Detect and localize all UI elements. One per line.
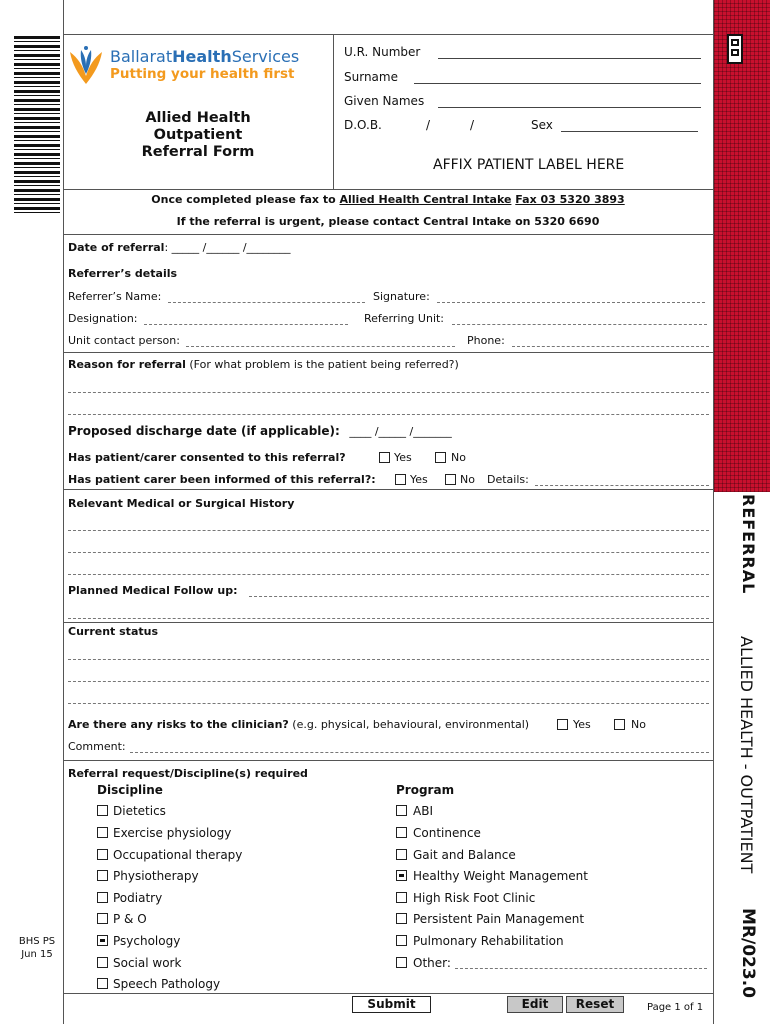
- status-line-1[interactable]: [68, 659, 709, 660]
- status-line-2[interactable]: [68, 681, 709, 682]
- program-label-7: Other:: [413, 956, 451, 970]
- consent-yes-checkbox[interactable]: [379, 452, 390, 463]
- side-referral-label: REFERRAL: [739, 494, 758, 595]
- consent-no-checkbox[interactable]: [435, 452, 446, 463]
- unit-contact-label: Unit contact person:: [68, 334, 180, 347]
- discipline-label-5: P & O: [113, 912, 147, 926]
- side-allied-label: ALLIED HEALTH - OUTPATIENT: [737, 636, 756, 874]
- dob-label: D.O.B.: [344, 118, 382, 132]
- referrer-details-label: Referrer’s details: [68, 267, 178, 280]
- discipline-label-4: Podiatry: [113, 891, 163, 905]
- risks-label: Are there any risks to the clinician?: [68, 718, 289, 731]
- form-title-line3: Referral Form: [141, 144, 255, 160]
- comment-field[interactable]: [130, 752, 709, 753]
- history-line-2[interactable]: [68, 552, 709, 553]
- discipline-label-2: Occupational therapy: [113, 848, 243, 862]
- sex-field[interactable]: [561, 131, 698, 132]
- details-field[interactable]: [535, 485, 709, 486]
- comment-label: Comment:: [68, 740, 126, 753]
- dob-slash-2: /: [470, 118, 475, 132]
- referrer-name-label: Referrer’s Name:: [68, 290, 162, 303]
- risks-no-checkbox[interactable]: [614, 719, 625, 730]
- discipline-label-8: Speech Pathology: [113, 977, 221, 991]
- discipline-label-1: Exercise physiology: [113, 826, 232, 840]
- discipline-checkbox-7[interactable]: [97, 957, 108, 968]
- discipline-checkbox-0[interactable]: [97, 805, 108, 816]
- designation-field[interactable]: [144, 324, 348, 325]
- designation-label: Designation:: [68, 312, 138, 325]
- informed-yes-checkbox[interactable]: [395, 474, 406, 485]
- informed-yes-label: Yes: [410, 473, 428, 486]
- history-line-3[interactable]: [68, 574, 709, 575]
- phone-label: Phone:: [467, 334, 505, 347]
- discipline-section-label: Referral request/Discipline(s) required: [68, 767, 308, 780]
- ur-label: U.R. Number: [344, 45, 421, 59]
- fax-prefix: Once completed please fax to: [151, 193, 336, 206]
- followup-bottom-line: [63, 622, 713, 623]
- discipline-checkbox-8[interactable]: [97, 978, 108, 989]
- discipline-label-6: Psychology: [113, 934, 181, 948]
- discipline-checkbox-2[interactable]: [97, 849, 108, 860]
- header-divider: [333, 34, 334, 189]
- risks-no-label: No: [631, 718, 646, 731]
- date-of-referral-label: Date of referral: [68, 241, 165, 254]
- side-color-band: [714, 0, 770, 492]
- reset-button[interactable]: Reset: [566, 996, 624, 1013]
- discipline-checkbox-3[interactable]: [97, 870, 108, 881]
- program-label-3: Healthy Weight Management: [413, 869, 588, 883]
- program-checkbox-2[interactable]: [396, 849, 407, 860]
- program-checkbox-3[interactable]: [396, 870, 407, 881]
- ur-field[interactable]: [438, 58, 701, 59]
- submit-button[interactable]: Submit: [352, 996, 431, 1013]
- discipline-header: Discipline: [97, 783, 163, 797]
- informed-no-checkbox[interactable]: [445, 474, 456, 485]
- dob-slash-1: /: [426, 118, 431, 132]
- fax-instructions: [63, 193, 713, 206]
- affix-label: AFFIX PATIENT LABEL HERE: [433, 157, 625, 173]
- tagline: Putting your health first: [110, 66, 295, 82]
- referring-unit-label: Referring Unit:: [364, 312, 445, 325]
- urgent-contact: If the referral is urgent, please contact Central Intake on 5320 6690: [176, 215, 600, 228]
- header-top-line: [63, 34, 713, 35]
- details-label: Details:: [487, 473, 529, 486]
- risks-yes-label: Yes: [573, 718, 591, 731]
- discipline-label-0: Dietetics: [113, 804, 166, 818]
- discharge-field[interactable]: ____ /_____ /_______: [349, 425, 452, 438]
- page-number: Page 1 of 1: [647, 1002, 704, 1013]
- reason-line-1[interactable]: [68, 392, 709, 393]
- form-title-line1: Allied Health: [145, 110, 251, 126]
- reason-hint: (For what problem is the patient being referred?): [189, 358, 459, 371]
- fax-bottom-line: [63, 234, 713, 235]
- program-header: Program: [396, 783, 455, 797]
- form-code-2: Jun 15: [21, 949, 53, 960]
- program-checkbox-6[interactable]: [396, 935, 407, 946]
- history-line-1[interactable]: [68, 530, 709, 531]
- program-checkbox-4[interactable]: [396, 892, 407, 903]
- program-label-1: Continence: [413, 826, 481, 840]
- current-status-label: Current status: [68, 625, 158, 638]
- form-code-1: BHS PS: [18, 936, 56, 947]
- fax-destination: Allied Health Central Intake: [339, 193, 512, 206]
- org-name-c: Services: [231, 47, 300, 66]
- informed-label: Has patient carer been informed of this referral?:: [68, 473, 376, 486]
- org-name-b: Health: [172, 47, 232, 66]
- consent-yes-label: Yes: [394, 451, 412, 464]
- phone-field[interactable]: [512, 346, 709, 347]
- referrer-name-field[interactable]: [168, 302, 365, 303]
- given-names-field[interactable]: [438, 107, 701, 108]
- signature-label: Signature:: [373, 290, 430, 303]
- program-label-5: Persistent Pain Management: [413, 912, 585, 926]
- followup-label: Planned Medical Follow up:: [68, 584, 238, 597]
- side-form-code: MR/023.0: [738, 908, 758, 998]
- date-of-referral-field[interactable]: : _____ /______ /________: [164, 241, 291, 254]
- program-label-6: Pulmonary Rehabilitation: [413, 934, 564, 948]
- signature-field[interactable]: [437, 302, 705, 303]
- surname-label: Surname: [344, 70, 398, 84]
- risks-bottom-line: [63, 760, 713, 761]
- status-line-3[interactable]: [68, 703, 709, 704]
- discipline-checkbox-5[interactable]: [97, 913, 108, 924]
- program-checkbox-5[interactable]: [396, 913, 407, 924]
- followup-line-1[interactable]: [249, 596, 709, 597]
- program-checkbox-7[interactable]: [396, 957, 407, 968]
- form-title-line2: Outpatient: [153, 127, 243, 143]
- barcode: [14, 36, 60, 216]
- discipline-label-3: Physiotherapy: [113, 869, 199, 883]
- referrer-bottom-line: [63, 352, 713, 353]
- side-icon: [727, 34, 743, 64]
- risks-yes-checkbox[interactable]: [557, 719, 568, 730]
- discipline-checkbox-4[interactable]: [97, 892, 108, 903]
- discharge-label: Proposed discharge date (if applicable):: [68, 424, 340, 438]
- footer-top-line: [63, 993, 713, 994]
- discipline-checkbox-6[interactable]: [97, 935, 108, 946]
- given-names-label: Given Names: [344, 94, 425, 108]
- referring-unit-field[interactable]: [452, 324, 707, 325]
- discipline-label-7: Social work: [113, 956, 182, 970]
- consent-bottom-line: [63, 489, 713, 490]
- reason-label: Reason for referral: [68, 358, 186, 371]
- unit-contact-field[interactable]: [186, 346, 455, 347]
- sex-label: Sex: [531, 118, 553, 132]
- other-program-field[interactable]: [455, 968, 707, 969]
- program-label-0: ABI: [413, 804, 433, 818]
- surname-field[interactable]: [414, 83, 701, 84]
- consent-no-label: No: [451, 451, 466, 464]
- followup-line-2[interactable]: [68, 618, 709, 619]
- program-checkbox-0[interactable]: [396, 805, 407, 816]
- header-bottom-line: [63, 189, 713, 190]
- program-label-2: Gait and Balance: [413, 848, 516, 862]
- consent-label: Has patient/carer consented to this referral?: [68, 451, 346, 464]
- logo-mark-icon: [68, 44, 104, 86]
- informed-no-label: No: [460, 473, 475, 486]
- program-label-4: High Risk Foot Clinic: [413, 891, 536, 905]
- history-label: Relevant Medical or Surgical History: [68, 497, 295, 510]
- program-checkbox-1[interactable]: [396, 827, 407, 838]
- edit-button[interactable]: Edit: [507, 996, 563, 1013]
- risks-hint: (e.g. physical, behavioural, environmental): [292, 718, 530, 731]
- logo: [68, 44, 328, 89]
- discipline-checkbox-1[interactable]: [97, 827, 108, 838]
- reason-line-2[interactable]: [68, 414, 709, 415]
- fax-number: Fax 03 5320 3893: [515, 193, 625, 206]
- org-name-a: Ballarat: [110, 47, 173, 66]
